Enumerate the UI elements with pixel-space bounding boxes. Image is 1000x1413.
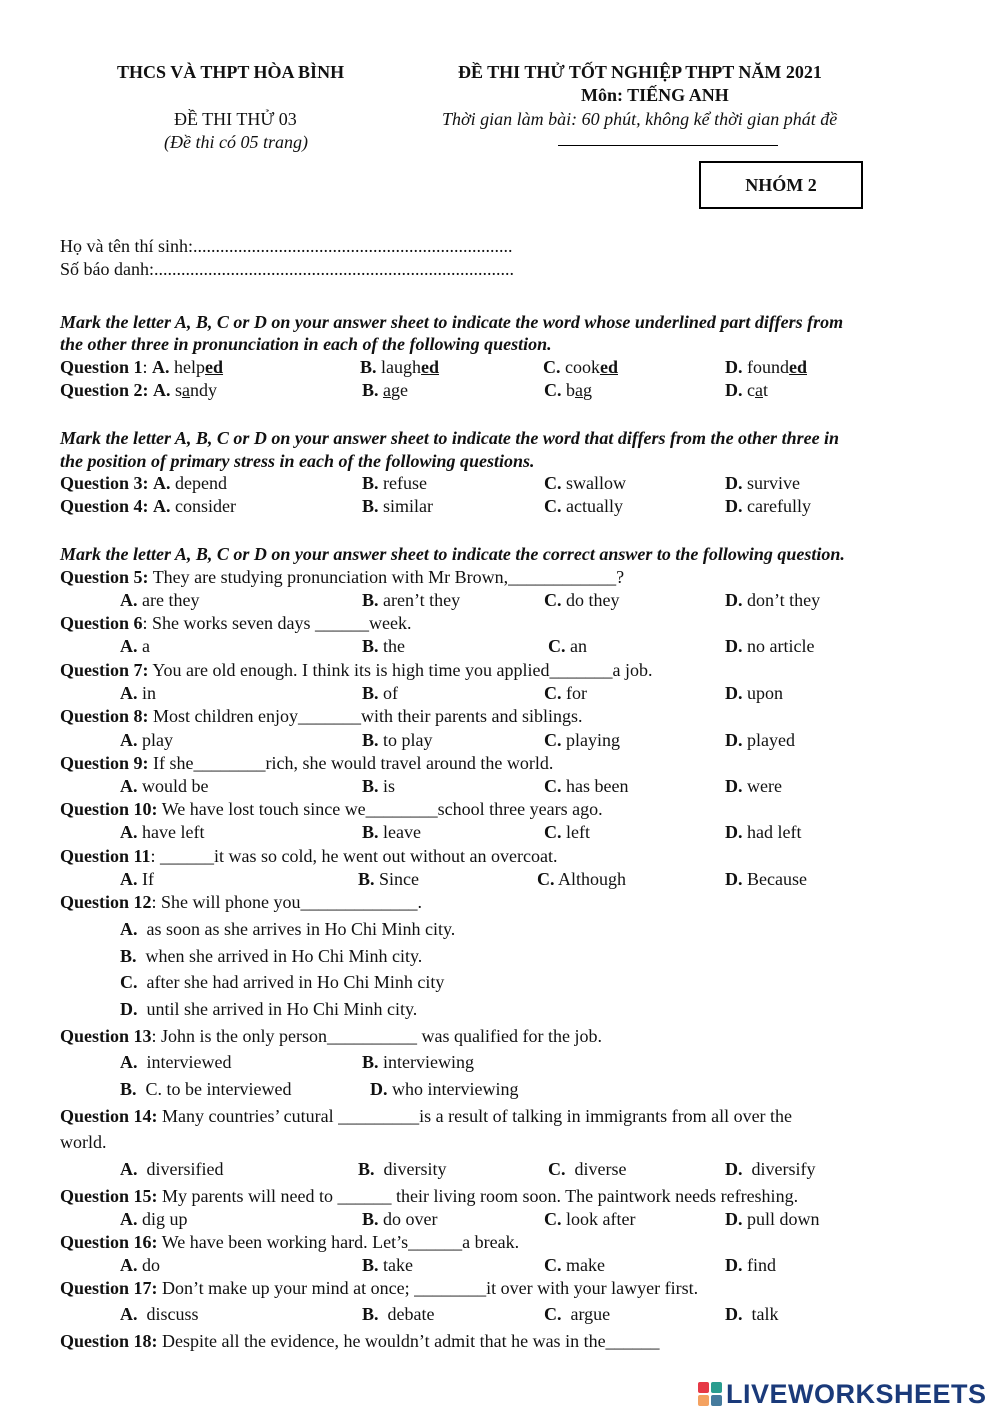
option-letter: B.	[362, 683, 379, 703]
option-text: similar	[383, 496, 434, 516]
option-text: do	[142, 1255, 160, 1275]
q5-option-d[interactable]	[725, 589, 820, 611]
option-text: played	[747, 730, 795, 750]
option-letter: D.	[725, 380, 743, 400]
question-text: : John is the only person__________ was qualified for the job.	[151, 1026, 602, 1046]
q15-option-b[interactable]	[362, 1208, 438, 1230]
question-15	[60, 1185, 798, 1207]
q5-option-c[interactable]	[544, 589, 620, 611]
option-underlined: a	[383, 380, 392, 400]
option-text: make	[566, 1255, 605, 1275]
exam-number: ĐỀ THI THỬ 03	[174, 109, 297, 129]
q10-option-c[interactable]	[544, 821, 590, 843]
section-stress-instruction-2: the position of primary stress in each of the following questions.	[60, 451, 535, 471]
question-text: : She will phone you_____________.	[151, 892, 423, 912]
option-letter: D.	[725, 869, 743, 889]
q8-option-d[interactable]	[725, 729, 795, 751]
option-letter: B.	[362, 1304, 379, 1324]
option-text: help	[174, 357, 206, 377]
question-17	[60, 1277, 698, 1299]
option-letter: D.	[725, 1255, 743, 1275]
option-text: pull down	[747, 1209, 820, 1229]
question-text: If she________rich, she would travel around the world.	[148, 753, 554, 773]
option-letter: B.	[362, 1209, 379, 1229]
question-14-continued: world.	[60, 1132, 107, 1152]
q15-option-a[interactable]	[120, 1208, 188, 1230]
option-underlined: ed	[421, 357, 440, 377]
question-label: Question 12	[60, 892, 152, 912]
question-8	[60, 705, 582, 727]
q6-option-d[interactable]	[725, 635, 814, 657]
question-label: Question 1	[60, 357, 143, 377]
option-text: talk	[751, 1304, 779, 1324]
option-text: interviewing	[383, 1052, 474, 1072]
question-sep: :	[142, 357, 153, 377]
q14-option-c[interactable]	[548, 1158, 626, 1180]
option-letter: D.	[725, 822, 743, 842]
q7-option-d[interactable]	[725, 682, 783, 704]
option-text: had left	[747, 822, 802, 842]
question-text: : She works seven days ______week.	[142, 613, 412, 633]
question-label: Question 9:	[60, 753, 149, 773]
question-1	[60, 356, 223, 378]
option-letter: A.	[120, 1304, 138, 1324]
candidate-id-field: Số báo danh:................................................................................	[60, 259, 514, 279]
option-text: when she arrived in Ho Chi Minh city.	[145, 946, 423, 966]
question-text: We have been working hard. Let’s______a break.	[157, 1232, 520, 1252]
candidate-name-field: Họ và tên thí sinh:.......................................................................	[60, 236, 513, 256]
option-letter: C.	[537, 869, 555, 889]
question-text: Despite all the evidence, he wouldn’t admit that he was in the______	[157, 1331, 660, 1351]
option-text: debate	[387, 1304, 435, 1324]
option-letter: B.	[120, 946, 137, 966]
option-text: a	[142, 636, 150, 656]
logo-mark-icon	[698, 1382, 722, 1406]
option-letter: C.	[548, 636, 566, 656]
q13-option-c[interactable]	[120, 1078, 291, 1100]
option-letter: B.	[362, 1052, 379, 1072]
question-label: Question 15:	[60, 1186, 158, 1206]
q8-option-c[interactable]	[544, 729, 620, 751]
option-letter: C.	[120, 972, 138, 992]
q10-option-d[interactable]	[725, 821, 801, 843]
option-letter: D.	[725, 357, 743, 377]
school-name: THCS VÀ THPT HÒA BÌNH	[117, 62, 345, 82]
option-letter: C.	[544, 590, 562, 610]
logo-square	[711, 1395, 722, 1406]
option-text: until she arrived in Ho Chi Minh city.	[146, 999, 418, 1019]
q3-option-d[interactable]	[725, 472, 800, 494]
q11-option-a[interactable]	[120, 868, 154, 890]
q17-option-c[interactable]	[544, 1303, 610, 1325]
question-text: Many countries’ cutural _________is a result of talking in immigrants from all over the	[157, 1106, 793, 1126]
option-letter: A.	[120, 1159, 138, 1179]
group-label: NHÓM 2	[745, 174, 817, 195]
option-underlined: a	[575, 380, 583, 400]
option-letter: B.	[358, 869, 375, 889]
option-underlined: ed	[205, 357, 224, 377]
option-text: look after	[566, 1209, 636, 1229]
option-letter: D.	[725, 496, 743, 516]
q16-option-a[interactable]	[120, 1254, 160, 1276]
option-text: for	[566, 683, 587, 703]
q2-option-c[interactable]	[544, 379, 592, 401]
option-text: b	[566, 380, 575, 400]
option-text: in	[142, 683, 157, 703]
question-label: Question 10:	[60, 799, 158, 819]
question-2	[60, 379, 217, 401]
option-letter: D.	[725, 1209, 743, 1229]
option-letter: C.	[544, 683, 562, 703]
option-text: of	[383, 683, 399, 703]
q12-option-d[interactable]	[120, 998, 417, 1020]
q12-option-c[interactable]	[120, 971, 444, 993]
option-letter: D.	[725, 1159, 743, 1179]
question-text: My parents will need to ______ their living room soon. The paintwork needs refreshing.	[157, 1186, 799, 1206]
option-letter: C.	[544, 380, 562, 400]
option-letter: A.	[120, 776, 138, 796]
question-label: Question 6	[60, 613, 143, 633]
question-label: Question 3:	[60, 473, 149, 493]
option-text: after she had arrived in Ho Chi Minh city	[146, 972, 445, 992]
option-text: take	[383, 1255, 413, 1275]
q7-option-b[interactable]	[362, 682, 398, 704]
option-text: do they	[566, 590, 620, 610]
q15-option-c[interactable]	[544, 1208, 635, 1230]
option-text: laugh	[381, 357, 422, 377]
liveworksheets-logo[interactable]	[698, 1378, 987, 1410]
option-letter: A.	[120, 1209, 138, 1229]
question-label: Question 11	[60, 846, 151, 866]
option-letter: C.	[548, 1159, 566, 1179]
option-text: consider	[175, 496, 236, 516]
q5-option-b[interactable]	[362, 589, 460, 611]
option-letter: A.	[120, 822, 138, 842]
option-text: the	[383, 636, 406, 656]
option-letter: C.	[543, 357, 561, 377]
option-text: upon	[747, 683, 783, 703]
question-label: Question 7:	[60, 660, 149, 680]
q3-option-c[interactable]	[544, 472, 626, 494]
option-underlined: a	[755, 380, 763, 400]
q14-option-a[interactable]	[120, 1158, 223, 1180]
option-letter: C.	[544, 1255, 562, 1275]
q9-option-a[interactable]	[120, 775, 209, 797]
question-18	[60, 1330, 660, 1352]
option-underlined: ed	[600, 357, 618, 377]
option-text: would be	[142, 776, 209, 796]
q9-option-c[interactable]	[544, 775, 628, 797]
option-text: diversity	[383, 1159, 447, 1179]
option-letter: B.	[362, 636, 379, 656]
q3-option-b[interactable]	[362, 472, 427, 494]
option-letter: C.	[544, 473, 562, 493]
question-label: Question 2:	[60, 380, 149, 400]
option-text: diverse	[574, 1159, 627, 1179]
question-label: Question 13	[60, 1026, 152, 1046]
question-label: Question 16:	[60, 1232, 158, 1252]
option-letter: B.	[362, 776, 379, 796]
option-letter: A.	[120, 1052, 138, 1072]
question-text: They are studying pronunciation with Mr Brown,____________?	[148, 567, 625, 587]
q8-option-a[interactable]	[120, 729, 173, 751]
logo-square	[711, 1382, 722, 1393]
option-text: leave	[383, 822, 421, 842]
option-letter: A.	[120, 683, 138, 703]
option-text: do over	[383, 1209, 438, 1229]
q12-option-a[interactable]	[120, 918, 455, 940]
question-13	[60, 1025, 602, 1047]
option-letter: C.	[544, 1304, 562, 1324]
question-text: : ______it was so cold, he went out without an overcoat.	[150, 846, 558, 866]
option-letter: C.	[544, 496, 562, 516]
option-letter: A.	[120, 1255, 138, 1275]
q6-option-a[interactable]	[120, 635, 150, 657]
question-label: Question 4:	[60, 496, 149, 516]
option-letter: D.	[725, 776, 743, 796]
question-label: Question 5:	[60, 567, 149, 587]
q9-option-d[interactable]	[725, 775, 782, 797]
q8-option-b[interactable]	[362, 729, 433, 751]
question-16	[60, 1231, 519, 1253]
group-box	[699, 161, 863, 209]
option-text: who interviewing	[392, 1079, 519, 1099]
option-letter: A.	[153, 473, 171, 493]
option-letter: A.	[120, 636, 138, 656]
option-text: t	[763, 380, 769, 400]
logo-text: LIVEWORKSHEETS	[726, 1378, 987, 1409]
option-letter: A.	[152, 357, 170, 377]
q15-option-d[interactable]	[725, 1208, 820, 1230]
option-text: left	[566, 822, 590, 842]
q17-option-d[interactable]	[725, 1303, 779, 1325]
question-text: Most children enjoy_______with their parents and siblings.	[148, 706, 583, 726]
option-letter: A.	[153, 496, 171, 516]
question-14	[60, 1105, 792, 1127]
option-letter: B.	[362, 822, 379, 842]
option-text: have left	[142, 822, 205, 842]
option-text: ndy	[190, 380, 218, 400]
time-note: Thời gian làm bài: 60 phút, không kể thời gian phát đề	[442, 109, 838, 129]
option-letter: B.	[358, 1159, 375, 1179]
option-text: play	[142, 730, 173, 750]
option-letter: D.	[120, 999, 138, 1019]
question-label: Question 14:	[60, 1106, 158, 1126]
option-text: actually	[566, 496, 623, 516]
option-text: has been	[566, 776, 629, 796]
q11-option-c[interactable]	[537, 868, 626, 890]
option-letter: B.	[362, 730, 379, 750]
option-letter: D.	[370, 1079, 388, 1099]
question-12	[60, 891, 422, 913]
q12-option-b[interactable]	[120, 945, 422, 967]
option-text: s	[175, 380, 183, 400]
option-letter: B.	[362, 1255, 379, 1275]
q9-option-b[interactable]	[362, 775, 395, 797]
question-text: Don’t make up your mind at once; ________it over with your lawyer first.	[157, 1278, 699, 1298]
q7-option-c[interactable]	[544, 682, 587, 704]
option-text: carefully	[747, 496, 811, 516]
q16-option-d[interactable]	[725, 1254, 776, 1276]
option-text: no article	[747, 636, 815, 656]
question-text: We have lost touch since we________school three years ago.	[157, 799, 603, 819]
question-5	[60, 566, 624, 588]
q17-option-a[interactable]	[120, 1303, 199, 1325]
option-letter: C.	[544, 1209, 562, 1229]
option-text: swallow	[566, 473, 626, 493]
q4-option-d[interactable]	[725, 495, 811, 517]
option-text: found	[747, 357, 789, 377]
logo-square	[698, 1382, 709, 1393]
section-pronunciation-instruction-2: the other three in pronunciation in each of the following question.	[60, 334, 552, 354]
section-stress-instruction: Mark the letter A, B, C or D on your answer sheet to indicate the word that differs from the other three in	[60, 428, 840, 448]
option-text: an	[570, 636, 587, 656]
question-4	[60, 495, 236, 517]
question-label: Question 18:	[60, 1331, 158, 1351]
q11-option-b[interactable]	[358, 868, 419, 890]
q10-option-b[interactable]	[362, 821, 421, 843]
option-text: diversified	[146, 1159, 224, 1179]
option-text: survive	[747, 473, 800, 493]
option-letter: B.	[362, 380, 379, 400]
option-letter: B.	[362, 590, 379, 610]
q14-option-b[interactable]	[358, 1158, 447, 1180]
q2-option-b[interactable]	[362, 379, 408, 401]
exam-title: ĐỀ THI THỬ TỐT NGHIỆP THPT NĂM 2021	[458, 62, 822, 82]
option-text: argue	[570, 1304, 611, 1324]
option-text: aren’t they	[383, 590, 461, 610]
option-letter: A.	[120, 730, 138, 750]
q6-option-c[interactable]	[548, 635, 587, 657]
q16-option-b[interactable]	[362, 1254, 413, 1276]
option-text: playing	[566, 730, 620, 750]
option-text: don’t they	[747, 590, 821, 610]
option-text: If	[142, 869, 154, 889]
option-letter: C.	[544, 730, 562, 750]
q16-option-c[interactable]	[544, 1254, 605, 1276]
option-underlined: a	[182, 380, 191, 400]
q13-option-a[interactable]	[120, 1051, 231, 1073]
option-text: C. to be interviewed	[145, 1079, 292, 1099]
option-letter: D.	[725, 1304, 743, 1324]
option-text: dig up	[142, 1209, 188, 1229]
option-letter: D.	[725, 473, 743, 493]
q1-option-b[interactable]	[360, 356, 439, 378]
section-correct-answer-instruction: Mark the letter A, B, C or D on your answer sheet to indicate the correct answer to the following question.	[60, 544, 845, 564]
option-letter: A.	[120, 590, 138, 610]
question-label: Question 8:	[60, 706, 149, 726]
option-text: Because	[747, 869, 807, 889]
option-letter: B.	[120, 1079, 137, 1099]
pages-note: (Đề thi có 05 trang)	[164, 132, 308, 152]
option-letter: B.	[362, 473, 379, 493]
q6-option-b[interactable]	[362, 635, 405, 657]
option-text: cook	[565, 357, 600, 377]
option-letter: A.	[153, 380, 171, 400]
option-letter: C.	[544, 822, 562, 842]
option-letter: D.	[725, 730, 743, 750]
option-text: as soon as she arrives in Ho Chi Minh city.	[146, 919, 456, 939]
question-11	[60, 845, 557, 867]
option-text: discuss	[146, 1304, 199, 1324]
question-6	[60, 612, 411, 634]
question-text: You are old enough. I think its is high time you applied_______a job.	[148, 660, 653, 680]
option-text: interviewed	[146, 1052, 232, 1072]
subject: Môn: TIẾNG ANH	[581, 85, 729, 105]
q13-option-d[interactable]	[370, 1078, 518, 1100]
question-label: Question 17:	[60, 1278, 158, 1298]
q4-option-b[interactable]	[362, 495, 433, 517]
option-text: depend	[175, 473, 227, 493]
option-letter: D.	[725, 683, 743, 703]
option-text: were	[747, 776, 782, 796]
header-divider	[558, 145, 778, 146]
option-text: c	[747, 380, 755, 400]
option-text: to play	[383, 730, 433, 750]
option-text: Although	[558, 869, 627, 889]
option-text: diversify	[751, 1159, 816, 1179]
option-letter: C.	[544, 776, 562, 796]
q1-option-d[interactable]	[725, 356, 807, 378]
q4-option-c[interactable]	[544, 495, 623, 517]
q17-option-b[interactable]	[362, 1303, 434, 1325]
option-letter: D.	[725, 636, 743, 656]
option-text: ge	[391, 380, 409, 400]
option-text: find	[747, 1255, 776, 1275]
q2-option-d[interactable]	[725, 379, 768, 401]
q11-option-d[interactable]	[725, 868, 807, 890]
question-7	[60, 659, 652, 681]
option-letter: B.	[362, 496, 379, 516]
option-text: are they	[142, 590, 200, 610]
section-pronunciation-instruction: Mark the letter A, B, C or D on your answer sheet to indicate the word whose underlined part differs from	[60, 312, 844, 332]
option-text: refuse	[383, 473, 427, 493]
q14-option-d[interactable]	[725, 1158, 815, 1180]
question-10	[60, 798, 603, 820]
q5-option-a[interactable]	[120, 589, 199, 611]
q10-option-a[interactable]	[120, 821, 204, 843]
question-9	[60, 752, 553, 774]
option-text: is	[383, 776, 396, 796]
option-text: Since	[379, 869, 420, 889]
q7-option-a[interactable]	[120, 682, 156, 704]
option-letter: D.	[725, 590, 743, 610]
option-underlined: ed	[789, 357, 807, 377]
option-text: g	[583, 380, 592, 400]
logo-square	[698, 1395, 709, 1406]
q13-option-b[interactable]	[362, 1051, 474, 1073]
option-letter: B.	[360, 357, 377, 377]
question-3	[60, 472, 227, 494]
option-letter: A.	[120, 869, 138, 889]
option-letter: A.	[120, 919, 138, 939]
q1-option-c[interactable]	[543, 356, 618, 378]
